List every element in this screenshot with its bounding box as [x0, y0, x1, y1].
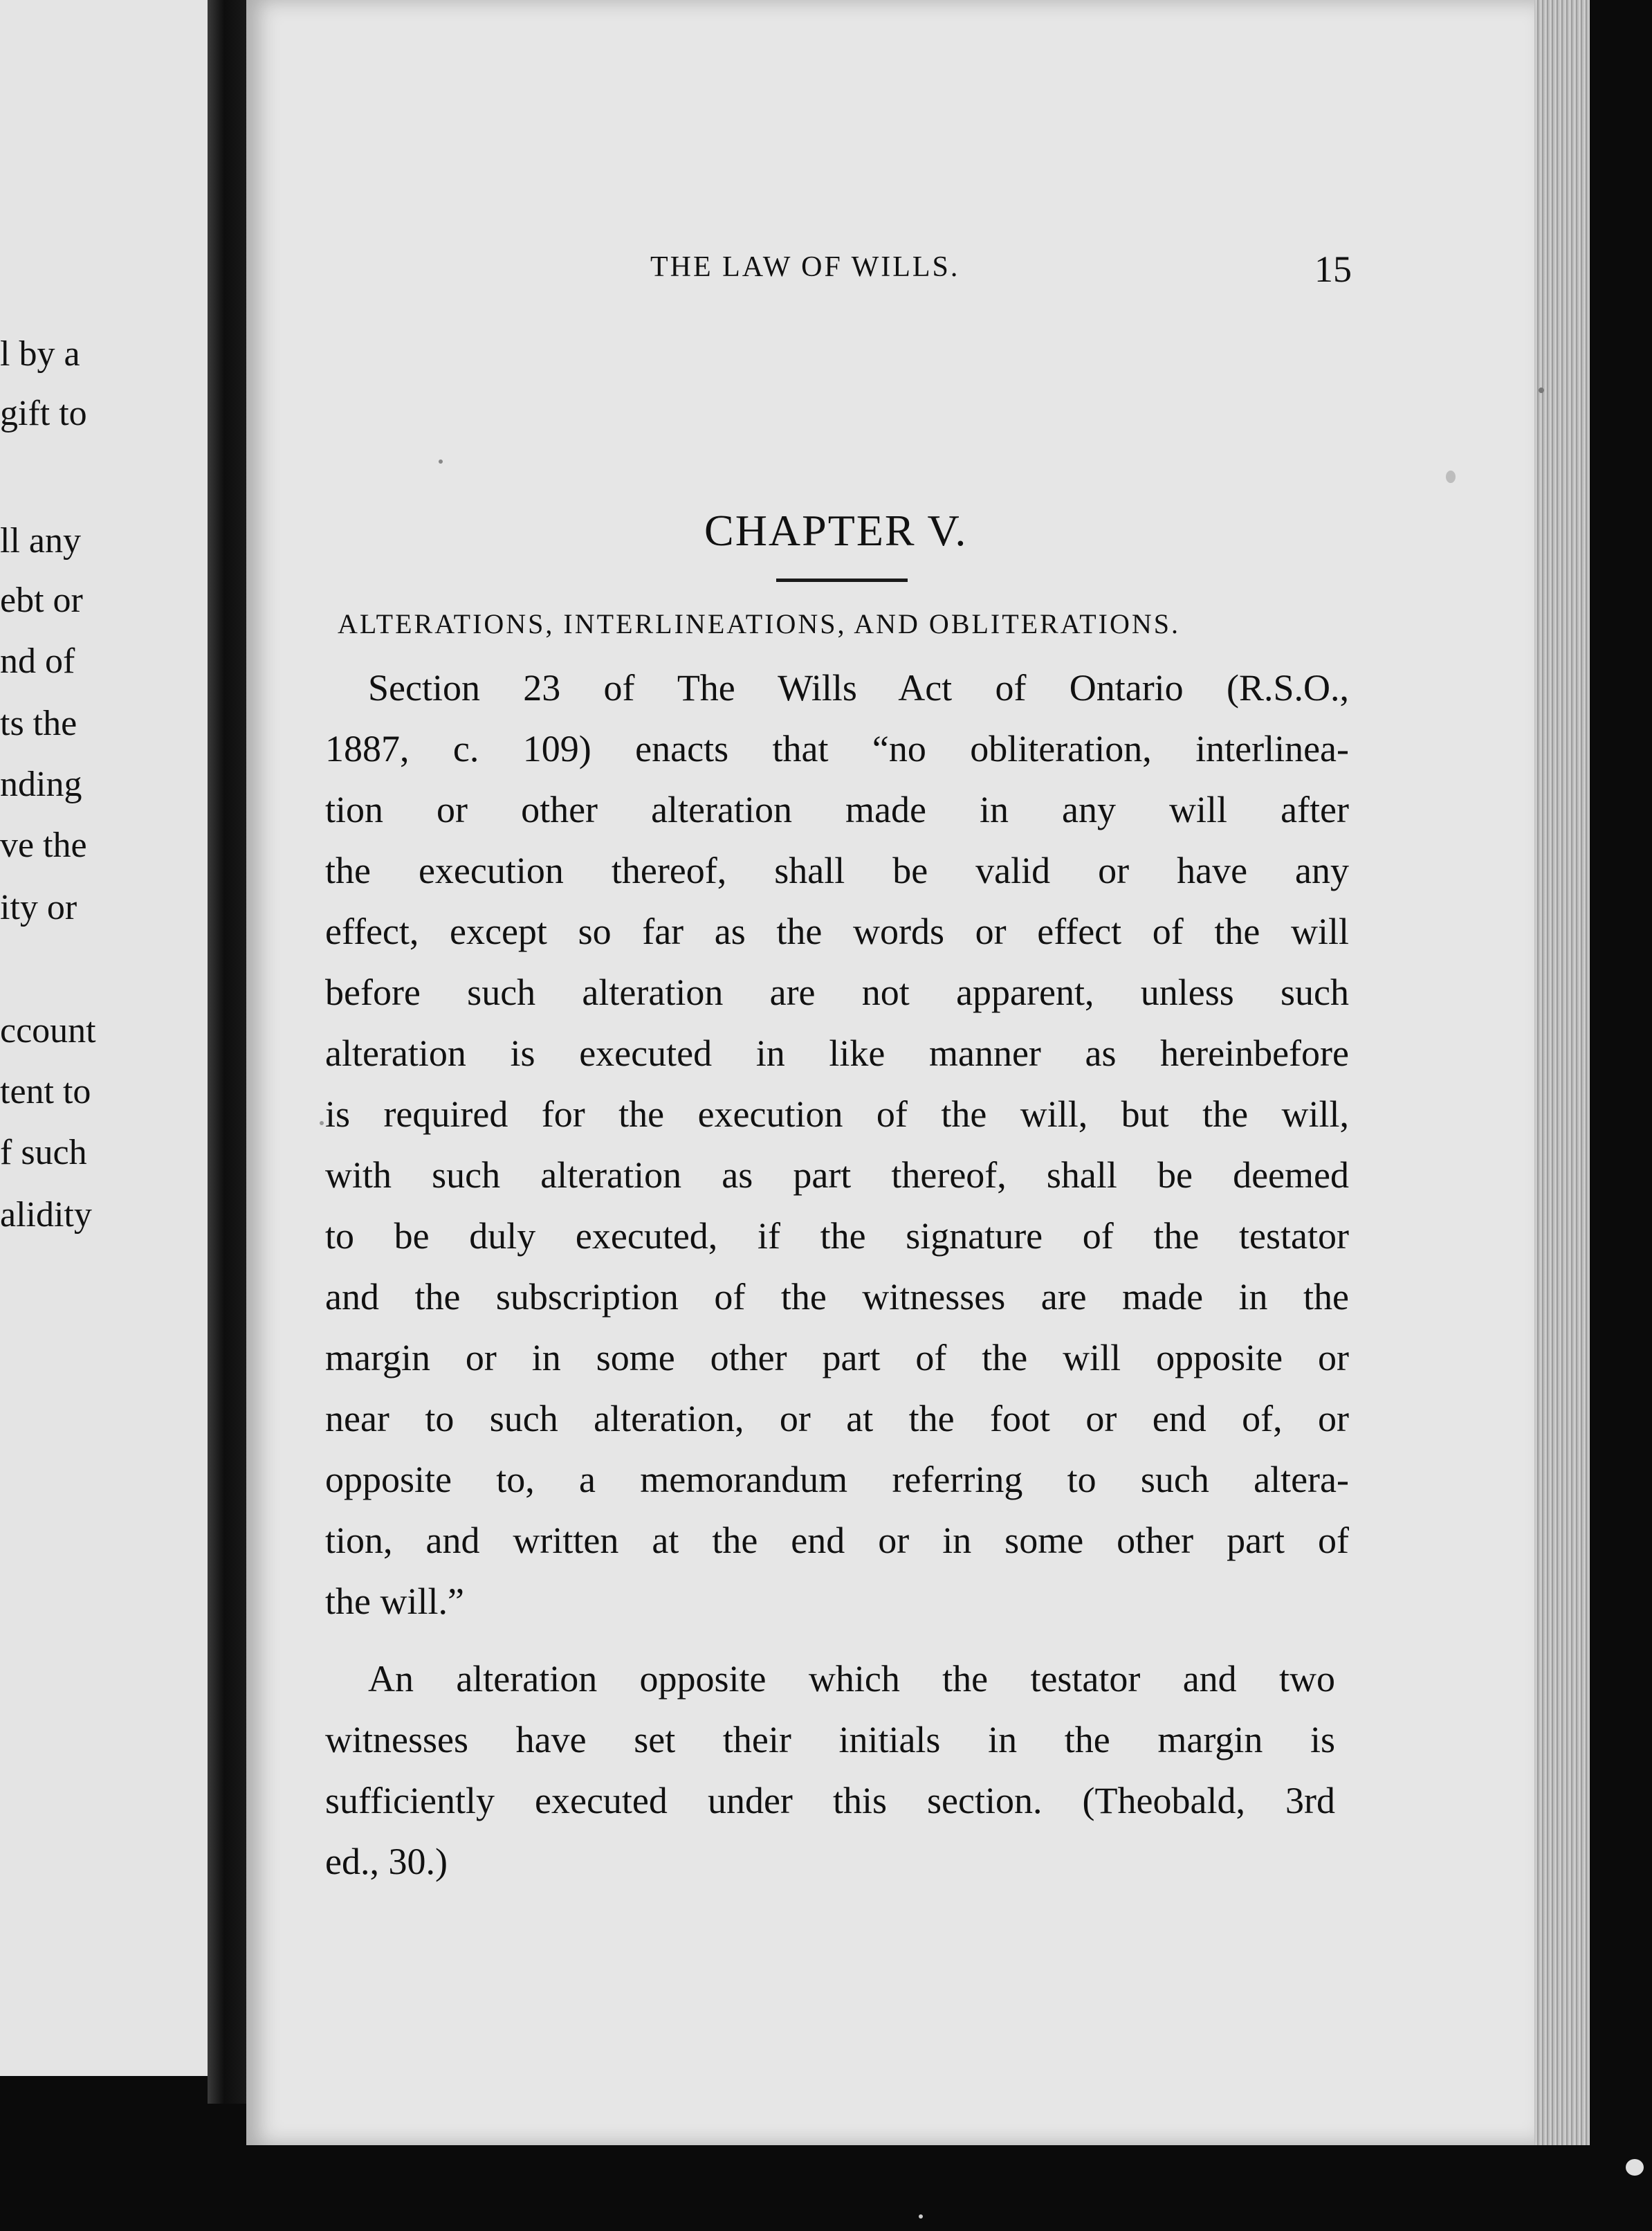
- text-line: margin or in some other part of the will opposite or: [325, 1337, 1349, 1378]
- facing-page-line: ve the: [0, 826, 87, 865]
- facing-page-line: ll any: [0, 521, 81, 561]
- text-line: 1887, c. 109) enacts that “no obliteration, interlinea-: [325, 728, 1349, 770]
- page-number: 15: [1314, 248, 1352, 290]
- book-gutter: [208, 0, 249, 2104]
- facing-page-line: nd of: [0, 641, 75, 681]
- text-line: is required for the execution of the will, but the will,: [325, 1093, 1349, 1135]
- facing-page: [0, 0, 221, 2076]
- text-line: tion or other alteration made in any will after: [325, 789, 1349, 830]
- text-line: to be duly executed, if the signature of the testator: [325, 1215, 1349, 1257]
- facing-page-line: gift to: [0, 394, 87, 433]
- facing-page-line: alidity: [0, 1195, 92, 1235]
- paragraph-2: [325, 1648, 1335, 1892]
- facing-page-line: f such: [0, 1133, 87, 1172]
- chapter-subtitle: ALTERATIONS, INTERLINEATIONS, AND OBLITERATIONS.: [338, 608, 1181, 639]
- facing-page-line: ity or: [0, 888, 77, 927]
- text-line: effect, except so far as the words or effect of the will: [325, 911, 1349, 952]
- text-line: sufficiently executed under this section. (Theobald, 3rd: [325, 1780, 1335, 1821]
- facing-page-line: l by a: [0, 334, 80, 374]
- text-line: alteration is executed in like manner as hereinbefore: [325, 1032, 1349, 1074]
- text-line: before such alteration are not apparent, unless such: [325, 972, 1349, 1013]
- text-line: the will.”: [325, 1581, 464, 1622]
- facing-page-line: ccount: [0, 1011, 96, 1050]
- text-line: tion, and written at the end or in some other part of: [325, 1520, 1349, 1561]
- text-line: the execution thereof, shall be valid or have any: [325, 850, 1349, 891]
- running-head: THE LAW OF WILLS.: [650, 251, 960, 283]
- text-line: witnesses have set their initials in the margin is: [325, 1719, 1335, 1760]
- chapter-title: CHAPTER V.: [704, 506, 968, 555]
- text-line: near to such alteration, or at the foot or end of, or: [325, 1398, 1349, 1439]
- facing-page-line: tent to: [0, 1072, 91, 1111]
- text-line: An alteration opposite which the testator and two: [368, 1658, 1335, 1700]
- text-line: opposite to, a memorandum referring to such altera-: [325, 1459, 1349, 1500]
- text-line: and the subscription of the witnesses are made in the: [325, 1276, 1349, 1318]
- text-line: Section 23 of The Wills Act of Ontario (R.S.O.,: [368, 667, 1349, 709]
- text-line: with such alteration as part thereof, shall be deemed: [325, 1154, 1349, 1196]
- paragraph-1: [325, 657, 1349, 1632]
- facing-page-line: nding: [0, 765, 82, 804]
- facing-page-line: ts the: [0, 704, 77, 743]
- text-line: ed., 30.): [325, 1841, 448, 1882]
- facing-page-line: ebt or: [0, 581, 83, 620]
- title-rule: [776, 579, 908, 582]
- page-edges: [1534, 0, 1590, 2145]
